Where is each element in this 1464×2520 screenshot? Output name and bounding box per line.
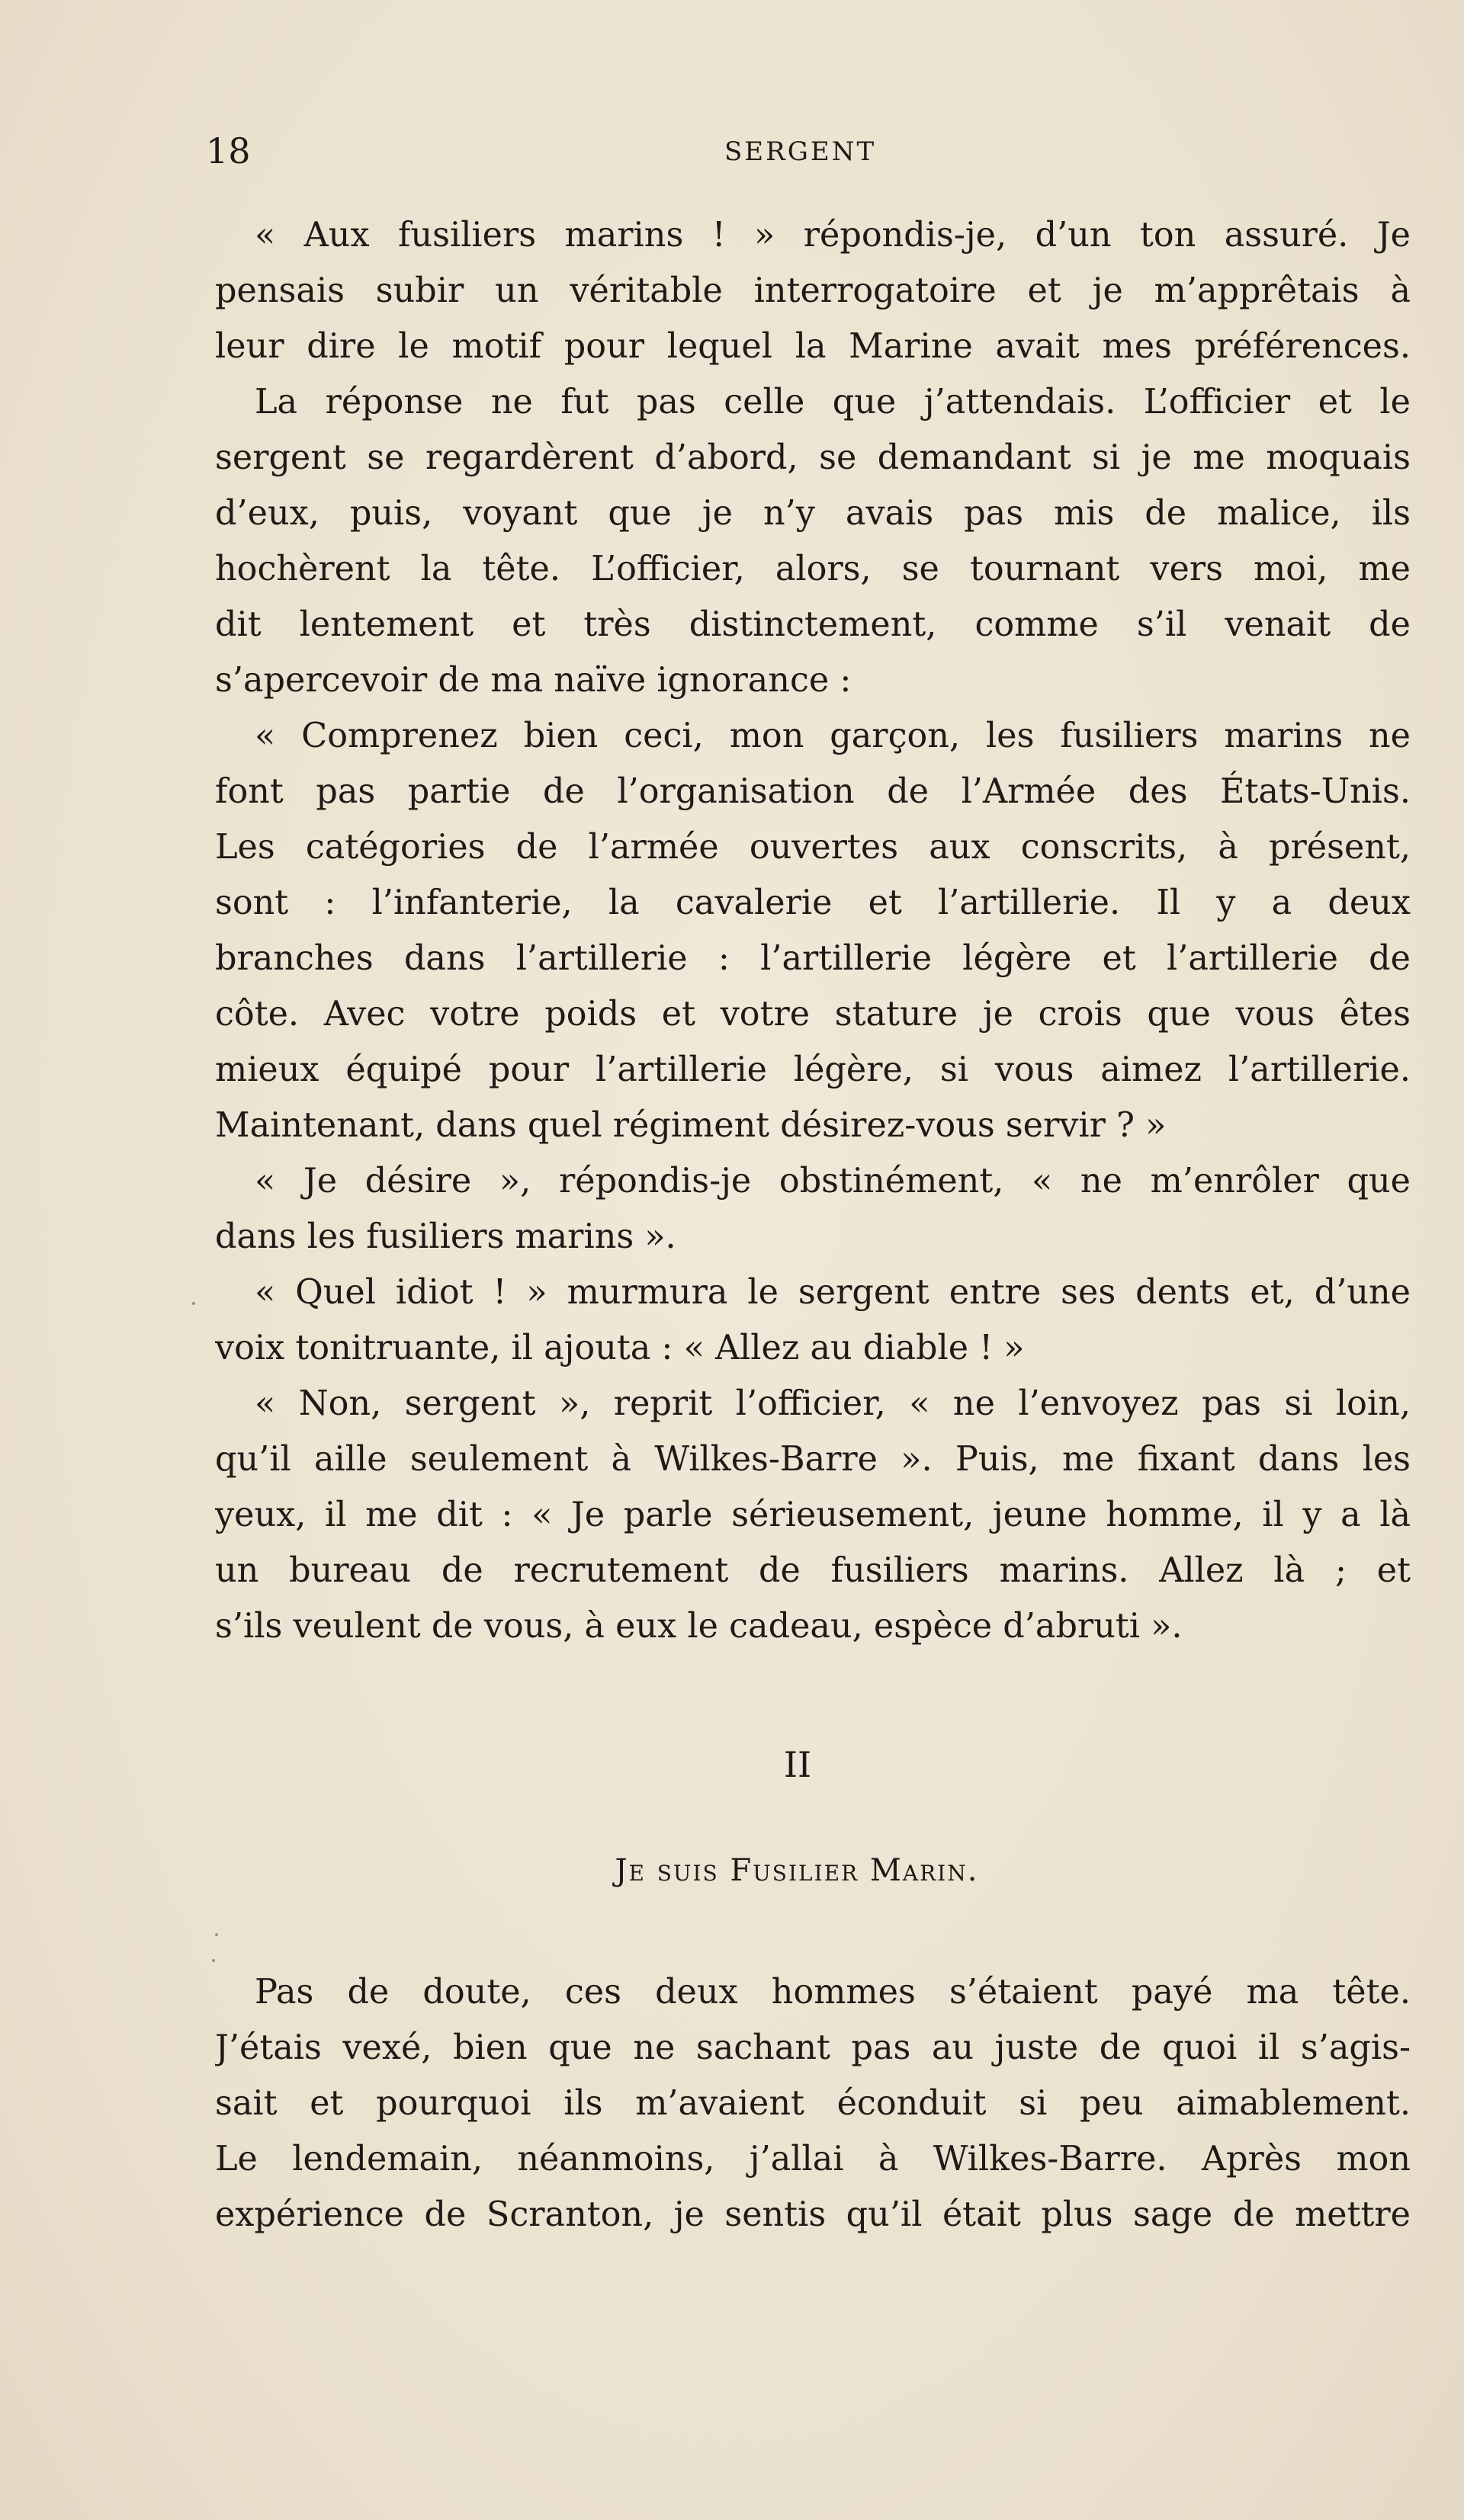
text-line: dit lentement et très distinctement, comme s’il venait de [215,605,1411,644]
text-line: qu’il aille seulement à Wilkes-Barre ». Puis, me fixant dans les [215,1440,1411,1479]
text-line: un bureau de recrutement de fusiliers marins. Allez là ; et [215,1551,1411,1590]
paper-speck [215,1933,218,1936]
text-line: leur dire le motif pour lequel la Marine avait mes préférences. [215,327,1411,366]
text-line: s’ils veulent de vous, à eux le cadeau, espèce d’abruti ». [215,1607,1183,1646]
text-line: yeux, il me dit : « Je parle sérieusement, jeune homme, il y a là [215,1496,1411,1534]
text-line: hochèrent la tête. L’officier, alors, se tournant vers moi, me [215,550,1411,588]
text-line: branches dans l’artillerie : l’artillerie légère et l’artillerie de [215,939,1411,978]
text-line: Maintenant, dans quel régiment désirez-vous servir ? » [215,1106,1167,1145]
body-text-block-2 [215,1964,1411,2243]
text-line: Le lendemain, néanmoins, j’allai à Wilkes-Barre. Après mon [215,2140,1411,2179]
text-line: La réponse ne fut pas celle que j’attendais. L’officier et le [255,383,1411,422]
text-line: s’apercevoir de ma naïve ignorance : [215,661,852,700]
page-number: 18 [206,130,251,172]
text-line: d’eux, puis, voyant que je n’y avais pas mis de malice, ils [215,494,1411,533]
text-line: J’étais vexé, bien que ne sachant pas au juste de quoi il s’agis- [215,2028,1411,2067]
text-line: expérience de Scranton, je sentis qu’il était plus sage de mettre [215,2195,1411,2234]
text-line: « Je désire », répondis-je obstinément, « ne m’enrôler que [255,1162,1411,1201]
body-text-block-1 [215,207,1411,1654]
text-line: « Comprenez bien ceci, mon garçon, les fusiliers marins ne [255,717,1411,755]
text-line: « Quel idiot ! » murmura le sergent entre ses dents et, d’une [255,1273,1411,1312]
chapter-title: Je suis Fusilier Marin. [615,1853,979,1888]
chapter-number: II [783,1744,812,1785]
text-line: « Non, sergent », reprit l’officier, « ne l’envoyez pas si loin, [255,1384,1411,1423]
text-line: mieux équipé pour l’artillerie légère, si vous aimez l’artillerie. [215,1050,1411,1089]
text-line: voix tonitruante, il ajouta : « Allez au diable ! » [215,1329,1025,1367]
text-line: sergent se regardèrent d’abord, se demandant si je me moquais [215,438,1411,477]
paper-speck [192,1302,195,1305]
running-head: SERGENT [724,136,877,167]
text-line: sont : l’infanterie, la cavalerie et l’artillerie. Il y a deux [215,883,1411,922]
text-line: Pas de doute, ces deux hommes s’étaient payé ma tête. [255,1973,1411,2012]
text-line: sait et pourquoi ils m’avaient éconduit si peu aimablement. [215,2084,1411,2123]
text-line: « Aux fusiliers marins ! » répondis-je, d’un ton assuré. Je [255,216,1411,255]
text-line: font pas partie de l’organisation de l’Armée des États-Unis. [215,772,1411,811]
paper-speck [212,1959,215,1962]
text-line: dans les fusiliers marins ». [215,1217,676,1256]
page-header [206,128,1411,174]
text-line: pensais subir un véritable interrogatoire et je m’apprêtais à [215,271,1411,310]
text-line: Les catégories de l’armée ouvertes aux conscrits, à présent, [215,828,1411,867]
text-line: côte. Avec votre poids et votre stature je crois que vous êtes [215,995,1411,1034]
